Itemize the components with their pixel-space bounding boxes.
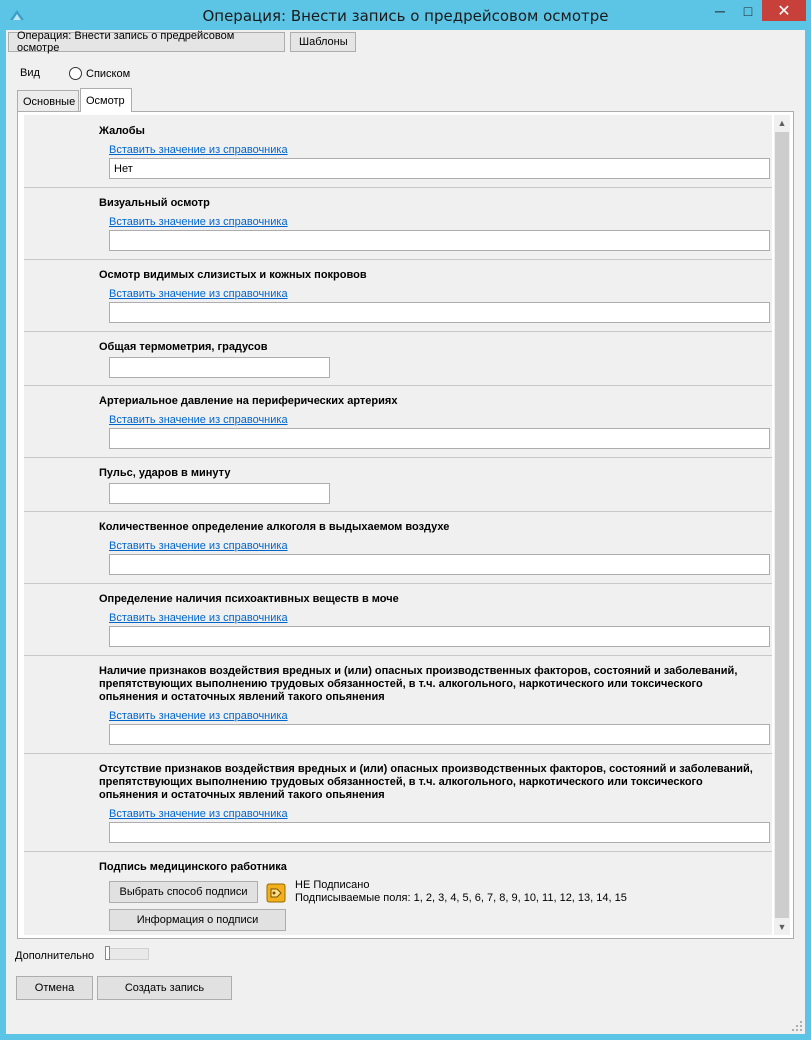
visual-exam-input[interactable] [109, 230, 770, 251]
section-title: Визуальный осмотр [99, 197, 210, 209]
signed-fields-list: Подписываемые поля: 1, 2, 3, 4, 5, 6, 7, 8, 9, 10, 11, 12, 13, 14, 15 [295, 892, 627, 904]
insert-from-directory-link[interactable]: Вставить значение из справочника [109, 808, 288, 820]
examination-panel [17, 111, 794, 939]
section-signature [24, 852, 772, 935]
section-blood-pressure [24, 386, 772, 458]
scrollbar-thumb[interactable] [775, 132, 789, 918]
section-thermometry [24, 332, 772, 386]
section-complaints [24, 115, 772, 188]
signature-status: НЕ Подписано [295, 879, 370, 891]
section-pulse [24, 458, 772, 512]
signs-absent-input[interactable] [109, 822, 770, 843]
extra-slider-thumb[interactable] [105, 946, 110, 960]
section-title: Отсутствие признаков воздействия вредных и (или) опасных производственных факторов, состояний и заболеваний, препятствующих выполнению трудовых обязанностей, в т.ч. алкогольного, наркотического или токсического опьянения и остаточных явлений такого опьянения [99, 763, 753, 801]
insert-from-directory-link[interactable]: Вставить значение из справочника [109, 288, 288, 300]
section-skin-exam [24, 260, 772, 332]
section-signs-absent [24, 754, 772, 852]
extra-label: Дополнительно [15, 950, 95, 962]
section-title: Пульс, ударов в минуту [99, 467, 231, 479]
tab-examination[interactable]: Осмотр [80, 88, 132, 112]
thermometry-input[interactable] [109, 357, 330, 378]
insert-from-directory-link[interactable]: Вставить значение из справочника [109, 710, 288, 722]
insert-from-directory-link[interactable]: Вставить значение из справочника [109, 216, 288, 228]
section-signs-present [24, 656, 772, 754]
insert-from-directory-link[interactable]: Вставить значение из справочника [109, 414, 288, 426]
resize-grip-icon[interactable] [791, 1020, 803, 1032]
blood-pressure-input[interactable] [109, 428, 770, 449]
section-title: Определение наличия психоактивных веществ в моче [99, 593, 399, 605]
section-title: Общая термометрия, градусов [99, 341, 268, 353]
skin-exam-input[interactable] [109, 302, 770, 323]
extra-slider-track[interactable] [105, 948, 149, 960]
complaints-input[interactable] [109, 158, 770, 179]
minimize-button[interactable]: ─ [715, 2, 725, 19]
signature-info-button[interactable]: Информация о подписи [109, 909, 286, 931]
maximize-button[interactable]: □ [743, 2, 753, 19]
vertical-scrollbar[interactable] [774, 115, 790, 935]
list-view-radio-label: Списком [86, 68, 131, 80]
psychoactive-urine-input[interactable] [109, 626, 770, 647]
cancel-button[interactable]: Отмена [16, 976, 93, 1000]
view-label: Вид [20, 67, 40, 79]
window-title: Операция: Внести запись о предрейсовом осмотре [202, 7, 609, 25]
scroll-up-icon[interactable]: ▲ [777, 118, 787, 128]
section-visual-exam [24, 188, 772, 260]
form-scroll-area [24, 115, 772, 935]
window-client [6, 30, 805, 1034]
tab-main[interactable]: Основные [17, 90, 79, 112]
section-psychoactive-urine [24, 584, 772, 656]
insert-from-directory-link[interactable]: Вставить значение из справочника [109, 540, 288, 552]
section-title: Количественное определение алкоголя в выдыхаемом воздухе [99, 521, 450, 533]
close-button[interactable]: ✕ [762, 0, 806, 21]
signs-present-input[interactable] [109, 724, 770, 745]
section-title: Осмотр видимых слизистых и кожных покровов [99, 269, 367, 281]
section-alcohol-breath [24, 512, 772, 584]
section-title: Жалобы [99, 125, 145, 137]
insert-from-directory-link[interactable]: Вставить значение из справочника [109, 144, 288, 156]
list-view-radio[interactable] [69, 67, 82, 80]
insert-from-directory-link[interactable]: Вставить значение из справочника [109, 612, 288, 624]
create-record-button[interactable]: Создать запись [97, 976, 232, 1000]
title-bar [0, 0, 811, 30]
section-title: Артериальное давление на периферических артериях [99, 395, 398, 407]
signature-stamp-icon [266, 883, 286, 903]
tab-templates[interactable]: Шаблоны [290, 32, 356, 52]
tab-operation[interactable]: Операция: Внести запись о предрейсовом осмотре [8, 32, 285, 52]
scroll-down-icon[interactable]: ▼ [777, 922, 787, 932]
choose-signature-method-button[interactable]: Выбрать способ подписи [109, 881, 258, 903]
signature-title: Подпись медицинского работника [99, 861, 287, 873]
section-title: Наличие признаков воздействия вредных и (или) опасных производственных факторов, состояний и заболеваний, препятствующих выполнению трудовых обязанностей, в т.ч. алкогольного, наркотического или токсического опьянения и остаточных явлений такого опьянения [99, 665, 738, 703]
pulse-input[interactable] [109, 483, 330, 504]
alcohol-breath-input[interactable] [109, 554, 770, 575]
